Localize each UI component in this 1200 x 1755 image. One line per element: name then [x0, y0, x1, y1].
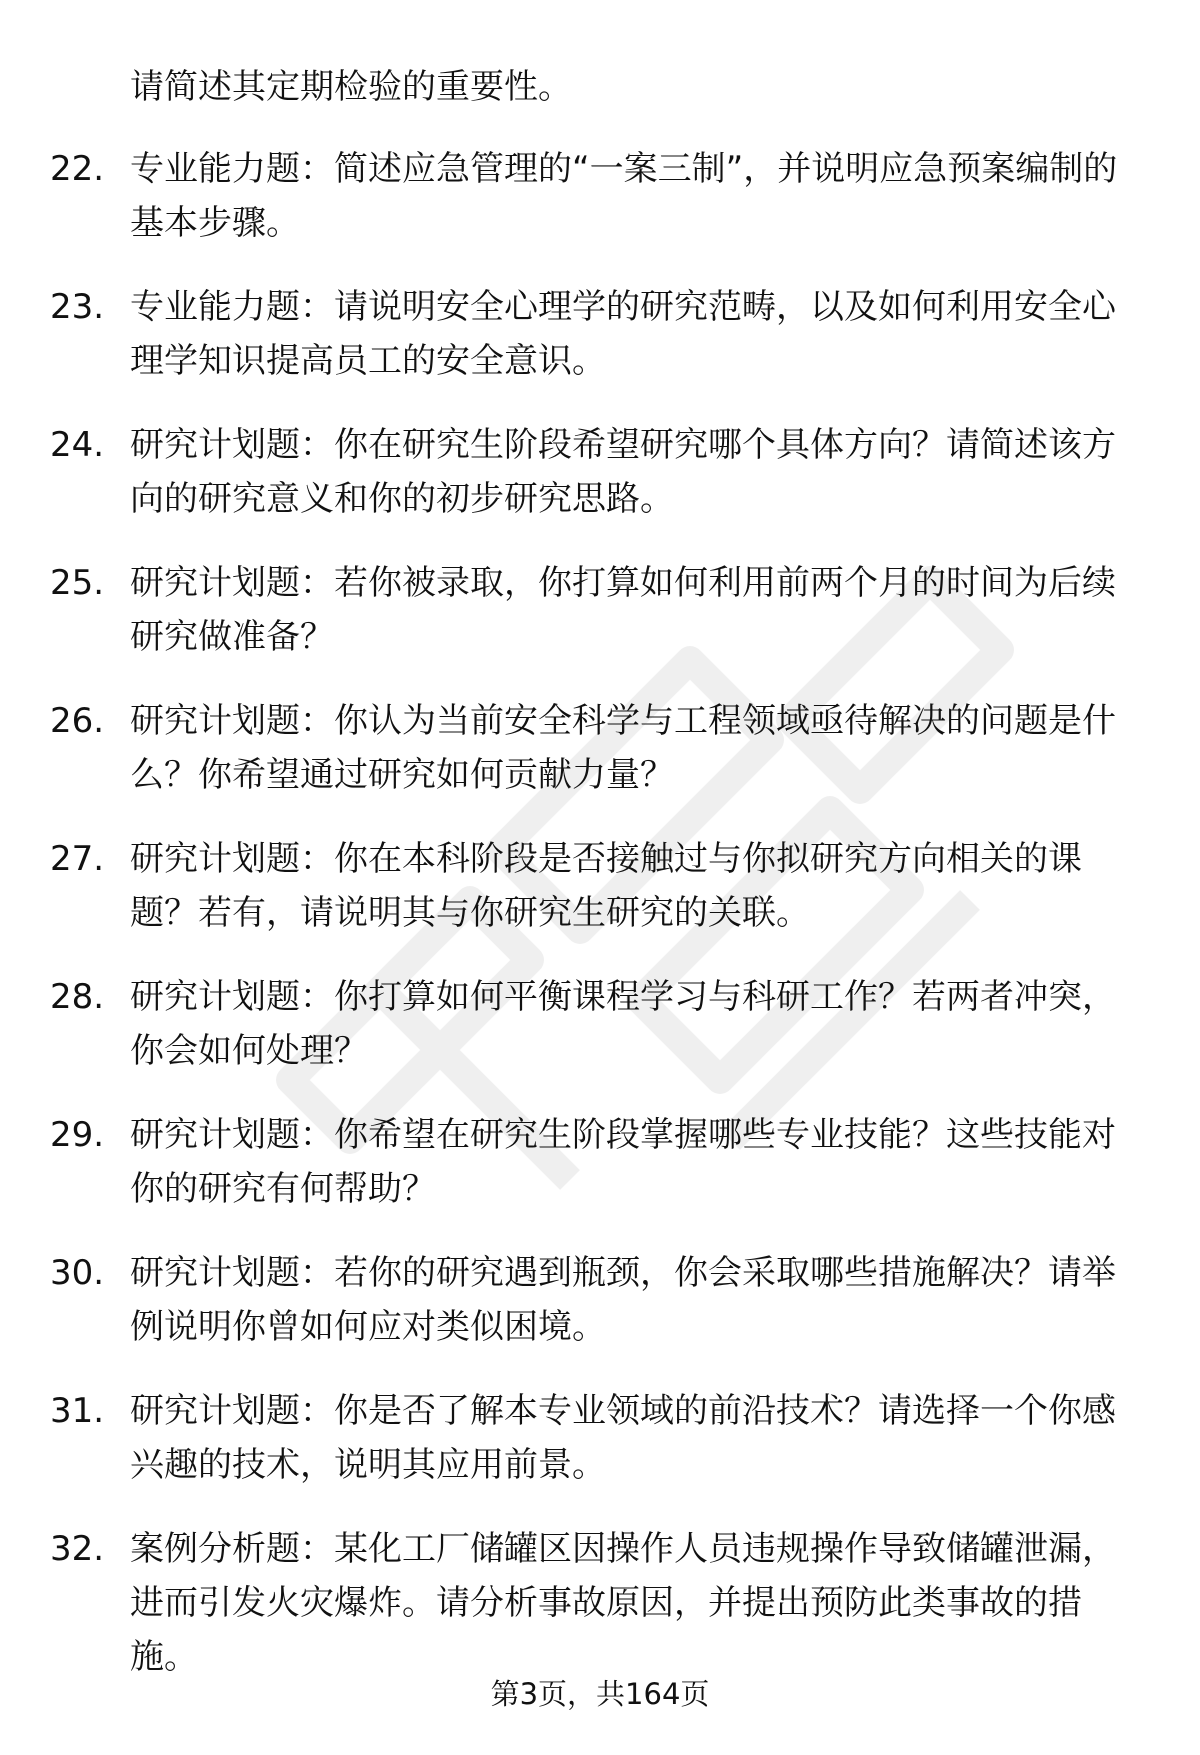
question-item	[50, 1108, 1140, 1216]
question-text: 专业能力题：简述应急管理的“一案三制”，并说明应急预案编制的基本步骤。	[130, 149, 1118, 243]
question-number: 30.	[50, 1253, 105, 1293]
question-item	[50, 1522, 1140, 1684]
question-number: 32.	[50, 1529, 105, 1569]
question-number: 29.	[50, 1115, 105, 1155]
question-number: 26.	[50, 701, 105, 741]
question-item	[50, 418, 1140, 526]
question-item	[50, 556, 1140, 664]
question-number: 25.	[50, 563, 105, 603]
question-number: 24.	[50, 425, 105, 465]
question-item	[50, 832, 1140, 940]
page-number-footer: 第3页，共164页	[490, 1677, 710, 1711]
question-text: 研究计划题：你打算如何平衡课程学习与科研工作？若两者冲突，你会如何处理？	[130, 977, 1116, 1071]
question-item	[50, 1384, 1140, 1492]
question-text: 案例分析题：某化工厂储罐区因操作人员违规操作导致储罐泄漏，进而引发火灾爆炸。请分析事故原因，并提出预防此类事故的措施。	[130, 1529, 1116, 1677]
question-text: 研究计划题：你是否了解本专业领域的前沿技术？请选择一个你感兴趣的技术，说明其应用前景。	[130, 1391, 1116, 1485]
question-item	[50, 280, 1140, 388]
question-number: 28.	[50, 977, 105, 1017]
question-text: 专业能力题：请说明安全心理学的研究范畴，以及如何利用安全心理学知识提高员工的安全意识。	[130, 287, 1116, 381]
question-text: 研究计划题：若你被录取，你打算如何利用前两个月的时间为后续研究做准备？	[130, 563, 1116, 657]
question-number: 31.	[50, 1391, 105, 1431]
question-text: 研究计划题：你在本科阶段是否接触过与你拟研究方向相关的课题？若有，请说明其与你研究生研究的关联。	[130, 839, 1082, 933]
question-text: 研究计划题：你认为当前安全科学与工程领域亟待解决的问题是什么？你希望通过研究如何贡献力量？	[130, 701, 1116, 795]
question-item	[50, 970, 1140, 1078]
question-number: 23.	[50, 287, 105, 327]
question-number: 27.	[50, 839, 105, 879]
question-item	[50, 142, 1140, 250]
question-text: 研究计划题：你在研究生阶段希望研究哪个具体方向？请简述该方向的研究意义和你的初步研究思路。	[130, 425, 1116, 519]
question-number: 22.	[50, 149, 105, 189]
question-item	[50, 1246, 1140, 1354]
continued-question-text: 请简述其定期检验的重要性。	[130, 67, 572, 107]
question-list	[50, 142, 1140, 1714]
question-text: 研究计划题：你希望在研究生阶段掌握哪些专业技能？这些技能对你的研究有何帮助？	[130, 1115, 1116, 1209]
question-item	[50, 694, 1140, 802]
question-text: 研究计划题：若你的研究遇到瓶颈，你会采取哪些措施解决？请举例说明你曾如何应对类似困境。	[130, 1253, 1116, 1347]
